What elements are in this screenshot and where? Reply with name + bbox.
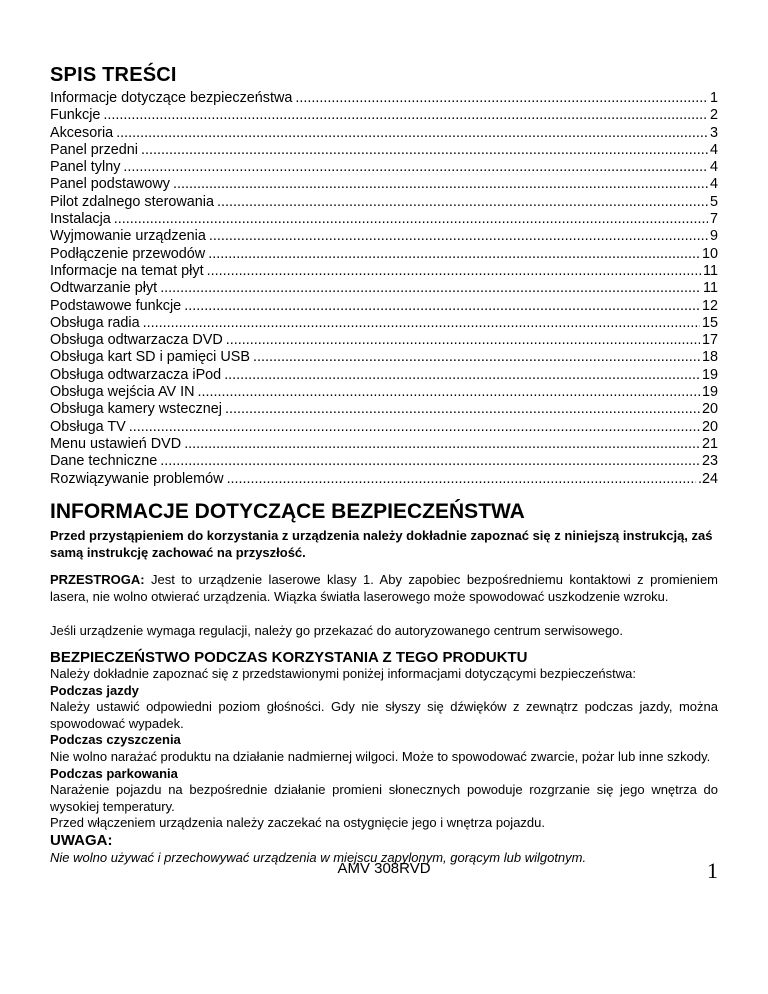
toc-leader-dots: [129, 419, 700, 436]
parking-subheading: Podczas parkowania: [50, 765, 178, 781]
table-of-contents: [50, 90, 718, 488]
toc-entry-page: 19: [701, 384, 718, 401]
toc-entry-page: 20: [701, 418, 718, 435]
toc-title: SPIS TREŚCI: [50, 64, 177, 86]
safety-intro: Przed przystąpieniem do korzystania z urządzenia należy dokładnie zapoznać się z niniejszą instrukcją, zaś samą instrukcję zachować na przyszłość.: [50, 528, 713, 560]
toc-entry-label: Obsługa odtwarzacza iPod: [50, 366, 222, 383]
usage-safety-heading: BEZPIECZEŃSTWO PODCZAS KORZYSTANIA Z TEGO PRODUKTU: [50, 649, 528, 666]
warning-heading: UWAGA:: [50, 831, 113, 849]
toc-entry[interactable]: [50, 332, 718, 349]
toc-entry-page: 11: [703, 280, 718, 297]
toc-entry[interactable]: [50, 211, 718, 228]
parking-text: Narażenie pojazdu na bezpośrednie działanie promieni słonecznych powoduje rozgrzanie się jego wnętrza do wysokiej temperatury.: [50, 782, 718, 814]
toc-entry[interactable]: [50, 228, 718, 245]
toc-entry[interactable]: [50, 419, 718, 436]
toc-entry-page: 4: [709, 176, 718, 193]
toc-entry[interactable]: [50, 367, 718, 384]
toc-entry-page: 11: [703, 262, 718, 279]
toc-entry[interactable]: [50, 159, 718, 176]
toc-entry-label: Dane techniczne: [50, 453, 158, 470]
toc-entry-page: 15: [701, 314, 718, 331]
toc-entry[interactable]: [50, 298, 718, 315]
footer-model: AMV 308RVD: [337, 860, 431, 877]
toc-entry-label: Informacje na temat płyt: [50, 262, 204, 279]
toc-entry-page: 10: [701, 245, 718, 262]
toc-leader-dots: [141, 142, 708, 159]
toc-entry-label: Pilot zdalnego sterowania: [50, 193, 214, 210]
toc-leader-dots: [123, 159, 708, 176]
toc-entry-label: Panel przedni: [50, 141, 139, 158]
toc-entry-page: 9: [709, 228, 718, 245]
toc-leader-dots: [160, 280, 701, 297]
toc-entry-label: Obsługa TV: [50, 418, 126, 435]
repair-notice: Jeśli urządzenie wymaga regulacji, należy go przekazać do autoryzowanego centrum serwisowego.: [50, 623, 624, 638]
toc-entry[interactable]: [50, 90, 718, 107]
usage-safety-section: [50, 666, 718, 867]
toc-leader-dots: [253, 349, 700, 366]
toc-leader-dots: [116, 125, 708, 142]
toc-entry-page: 3: [709, 124, 718, 141]
toc-entry-label: Odtwarzanie płyt: [50, 280, 158, 297]
caution-text: Jest to urządzenie laserowe klasy 1. Aby zapobiec bezpośredniemu kontaktowi z promieniem lasera, nie wolno otwierać urządzenia. Wiązka światła laserowego może spowodować uszkodzenie wzroku.: [50, 572, 718, 604]
toc-entry-page: 18: [701, 349, 718, 366]
toc-entry-label: Funkcje: [50, 107, 101, 124]
toc-entry[interactable]: [50, 384, 718, 401]
toc-leader-dots: [160, 453, 700, 470]
toc-entry[interactable]: [50, 263, 718, 280]
toc-leader-dots: [184, 298, 700, 315]
toc-entry-page: 1: [709, 90, 718, 106]
driving-subheading: Podczas jazdy: [50, 682, 139, 698]
toc-entry-page: .24: [697, 470, 718, 487]
toc-entry[interactable]: [50, 436, 718, 453]
toc-entry-page: 7: [709, 211, 718, 228]
toc-entry-page: 23: [701, 453, 718, 470]
cleaning-subheading: Podczas czyszczenia: [50, 732, 181, 748]
toc-entry-label: Wyjmowanie urządzenia: [50, 228, 206, 245]
toc-entry-label: Obsługa odtwarzacza DVD: [50, 332, 223, 349]
toc-leader-dots: [226, 332, 700, 349]
driving-text: Należy ustawić odpowiedni poziom głośności. Gdy nie słyszy się dźwięków z zewnątrz podczas jazdy, można spowodować wypadek.: [50, 699, 718, 731]
toc-entry-label: Obsługa kamery wstecznej: [50, 401, 222, 418]
toc-entry-label: Obsługa kart SD i pamięci USB: [50, 349, 250, 366]
toc-entry-page: 20: [701, 401, 718, 418]
toc-leader-dots: [173, 176, 708, 193]
toc-leader-dots: [198, 384, 700, 401]
toc-entry-page: 21: [701, 435, 718, 452]
toc-leader-dots: [184, 436, 700, 453]
page-number: 1: [707, 858, 718, 883]
toc-entry-page: 2: [709, 107, 718, 124]
toc-leader-dots: [225, 401, 700, 418]
toc-leader-dots: [224, 367, 700, 384]
toc-entry-page: 4: [709, 141, 718, 158]
toc-leader-dots: [295, 90, 708, 107]
safety-heading: INFORMACJE DOTYCZĄCE BEZPIECZEŃSTWA: [50, 500, 525, 523]
warning-text: Nie wolno używać i przechowywać urządzenia w miejscu zapylonym, gorącym lub wilgotnym.: [50, 849, 587, 865]
toc-entry[interactable]: [50, 280, 718, 297]
toc-entry-label: Rozwiązywanie problemów: [50, 470, 224, 487]
caution-paragraph: [50, 571, 718, 605]
toc-entry[interactable]: [50, 194, 718, 211]
toc-entry[interactable]: [50, 315, 718, 332]
toc-entry-label: Panel tylny: [50, 159, 121, 176]
toc-entry-label: Podłączenie przewodów: [50, 245, 206, 262]
toc-entry-label: Menu ustawień DVD: [50, 435, 182, 452]
toc-entry-label: Panel podstawowy: [50, 176, 170, 193]
toc-entry[interactable]: [50, 125, 718, 142]
toc-entry-page: 12: [701, 297, 718, 314]
usage-intro: Należy dokładnie zapoznać się z przedstawionymi poniżej informacjami dotyczącymi bezpieczeństwa:: [50, 666, 636, 681]
toc-leader-dots: [207, 263, 701, 280]
toc-leader-dots: [227, 471, 696, 488]
toc-entry[interactable]: [50, 349, 718, 366]
toc-leader-dots: [114, 211, 708, 228]
toc-entry[interactable]: [50, 453, 718, 470]
toc-entry-page: 4: [709, 159, 718, 176]
toc-entry[interactable]: [50, 471, 718, 488]
toc-leader-dots: [209, 228, 708, 245]
toc-entry-label: Akcesoria: [50, 124, 114, 141]
toc-entry-page: 19: [701, 366, 718, 383]
toc-entry-label: Instalacja: [50, 211, 111, 228]
toc-entry-label: Obsługa radia: [50, 314, 140, 331]
toc-entry-label: Informacje dotyczące bezpieczeństwa: [50, 90, 293, 106]
cleaning-text: Nie wolno narażać produktu na działanie nadmiernej wilgoci. Może to spowodować zwarcie, pożar lub inne szkody.: [50, 748, 711, 764]
toc-entry-page: 5: [709, 193, 718, 210]
toc-entry[interactable]: [50, 246, 718, 263]
toc-leader-dots: [143, 315, 700, 332]
toc-leader-dots: [103, 107, 708, 124]
parking-text-2: Przed włączeniem urządzenia należy zaczekać na ostygnięcie jego i wnętrza pojazdu.: [50, 815, 545, 831]
toc-entry[interactable]: [50, 401, 718, 418]
toc-leader-dots: [217, 194, 708, 211]
toc-entry-label: Obsługa wejścia AV IN: [50, 384, 195, 401]
toc-entry[interactable]: [50, 142, 718, 159]
caution-label: PRZESTROGA:: [50, 572, 145, 587]
toc-entry[interactable]: [50, 107, 718, 124]
toc-entry[interactable]: [50, 176, 718, 193]
toc-leader-dots: [208, 246, 700, 263]
toc-entry-label: Podstawowe funkcje: [50, 297, 182, 314]
toc-entry-page: 17: [701, 332, 718, 349]
